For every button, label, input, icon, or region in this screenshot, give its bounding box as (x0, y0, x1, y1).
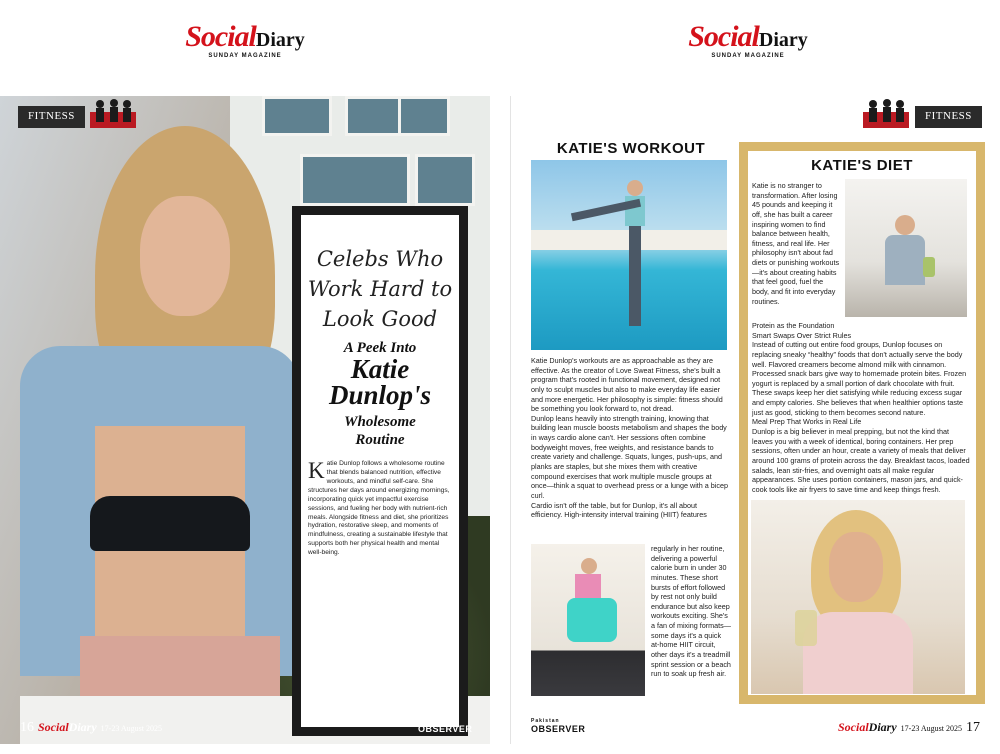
script-title: Celebs Who Work Hard to Look Good (307, 247, 453, 331)
workout-squat-photo (531, 544, 645, 696)
workout-text-continued: regularly in her routine, delivering a powerful calorie burn in under 30 minutes. These short bursts of effort followed by rest not only build endurance but also keep workouts exciting. She's a fan of mixing formats—some days it's a quick at-home HIIT circuit, other days it's a treadmill sprint session or a beach run to soak up fresh air. (651, 544, 731, 679)
section-label: FITNESS (18, 106, 85, 128)
page-folio: SocialDiary 17-23 August 2025 17 (837, 720, 980, 735)
story-kicker: A Peek Into (343, 340, 417, 357)
story-subtitle: Wholesome Routine (344, 413, 416, 449)
workout-pool-photo (531, 160, 727, 350)
fitness-people-icon (863, 98, 909, 128)
workout-text: Katie Dunlop's workouts are as approachable as they are effective. As the creator of Love Sweat Fitness, she's built a program that's rooted in functional movement, designed not only to sculpt muscles but also to make everyday life easier and more energetic. Her philosophy is simple: fitness should be something you look forward to, not dread. Dunlop leans heavily into strength training, knowing that building lean muscle boosts metabolism and shapes the body in ways cardio alone can't. Her sessions often combine bodyweight moves, free weights, and resistance bands to create variety and challenge. Squats, lunges, push-ups, and planks are staples, but she mixes them with creative compound exercises that work multiple muscle groups at once—think a squat to overhead press or a lunge with a bicep curl. Cardio isn't off the table, but for Dunlop, it's all about efficiency. High-intensity interval training (HIIT) features (531, 356, 728, 520)
publisher-logo: Pakistan OBSERVER (531, 718, 586, 734)
masthead-right (668, 22, 828, 59)
diet-text: Katie is no stranger to transformation. After losing 45 pounds and keeping it off, she has built a career inspiring women to find balance between health, fitness, and real life. Her philosophy isn't about fad diets or punishing workouts—it's about creating habits that feel good, fuel the body, and fit into everyday routines. (752, 181, 840, 306)
diet-heading: KATIE'S DIET (811, 157, 913, 174)
page-folio: 16 SocialDiary 17-23 August 2025 (20, 720, 163, 735)
diet-drink-photo (751, 500, 965, 694)
masthead-tagline: SUNDAY MAGAZINE (711, 53, 785, 59)
story-panel (292, 206, 468, 736)
diet-text-continued: Protein as the Foundation Smart Swaps Over Strict Rules Instead of cutting out entire food groups, Dunlop focuses on replacing sneaky “healthy” foods that don't actually serve the body well. Flavored creamers become almond milk with cinnamon. Processed snack bars give way to homemade protein bites. Frozen yogurt is replaced by a small portion of dark chocolate with fruit. These swaps keep her diet satisfying while reducing excess sugar and empty calories. She believes that when healthier options taste just as good, sticking to them becomes second nature. Meal Prep That Works in Real Life Dunlop is a big believer in meal prepping, but not the kind that leaves you with a week of identical, boring containers. Her prep sessions, often under an hour, create a variety of meals that deliver around 100 grams of protein across the day. Breakfast tacos, loaded salads, lean stir-fries, and overnight oats all make regular appearances. She uses portion containers, mason jars, and quick-cook tools like air fryers to save time and keep things fresh. (752, 321, 970, 494)
drop-cap: K (308, 458, 325, 484)
publisher-logo: Pakistan OBSERVER (418, 718, 473, 734)
masthead-left (165, 22, 325, 59)
fitness-people-icon (90, 98, 136, 128)
diet-kitchen-photo (845, 179, 967, 317)
masthead-logo: SocialDiary (185, 20, 305, 53)
left-page (0, 96, 490, 744)
right-page (510, 96, 1000, 744)
story-body: Katie Dunlop follows a wholesome routine that blends balanced nutrition, effective workouts, and mindful self-care. She structures her days around energizing mornings, incorporating quick yet impactful exercise sessions, and fueling her body with nutrient-rich meals. Alongside fitness and diet, she prioritizes hydration, restorative sleep, and moments of mindfulness, creating a sustainable lifestyle that supports both her physical health and mental well-being. (308, 458, 450, 557)
story-title: Katie Dunlop's (328, 354, 432, 411)
section-label: FITNESS (915, 106, 982, 128)
masthead-tagline: SUNDAY MAGAZINE (208, 53, 282, 59)
workout-heading: KATIE'S WORKOUT (556, 140, 706, 157)
masthead-logo: SocialDiary (688, 20, 808, 53)
